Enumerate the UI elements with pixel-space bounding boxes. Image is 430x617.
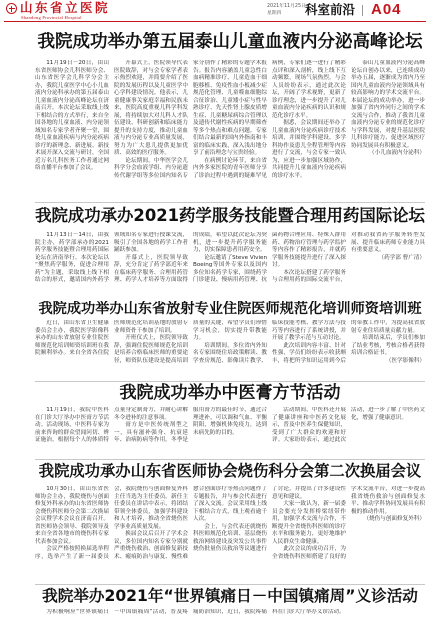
article-headline: 我院成功承办2021药学服务技能暨合理用药国际论坛 — [35, 206, 425, 225]
article-paragraph: 10月30日，由山东省医师协会主办，我院烧伤与创面修复外科承办的山东省医师协会烧伤科医师分会第二次换届会议暨学术会议在济南召开。省医师协会领导、我院领导及来自全省各地市的烧伤科专家代表参加会议。 — [35, 486, 109, 545]
article-byline: （药学部 曹广清） — [378, 254, 425, 261]
article-body — [35, 60, 425, 196]
article-body — [35, 232, 425, 298]
article-paragraph: 换届会议后召开了学术会议，多位国内知名专家分别就严重烧伤救治、创面修复新技术、瘢痕防治与康复、慢性难愈合创面诊疗等热点问题作了专题报告，并与参会代表进行了深入交流。会议采用线上线下相结合方式，线上观看逾千人次。 — [114, 486, 267, 560]
article-headline: 我院成功举办中医膏方节活动 — [119, 383, 341, 403]
hospital-logo-text: 山东省立医院 — [20, 0, 111, 15]
article-paragraph: 11月19日－20日，由山东省医师协会儿科医师分会、山东省医学会儿科学分会主办，我院儿童医学中心小儿血液内分泌科承办的第五届泰山儿童血液内分泌高峰论坛在济南召开。本次论坛采取线上线下相结合的方式举行，来自全国各地的儿童血液、内分泌领域知名专家学者齐聚一堂，围绕儿童血液疾病与内分泌疾病诊疗的新理念、新进展、新技术展开深入交流与研讨，全国近万名儿科医务工作者通过网络直播平台参加了会议。 — [35, 60, 109, 171]
article-paragraph: 此次培训内容丰富、针对性强，学员们纷纷表示收获颇丰，将把所学知识运用到今后的带教工作中，为提高我省放射专业住培质量贡献力量。 — [272, 320, 425, 364]
article-paragraph: 开幕式上，医院领导致辞，充分肯定了药学部近年来在临床药学服务、合理用药管理、药学人才培养等方面取得的成绩，希望以此次论坛为契机，进一步提升药学服务能力，切实保障患者用药安全。 — [114, 232, 267, 283]
header-separator — [362, 5, 363, 16]
article-byline: （烧伤与创面修复外科） — [363, 516, 425, 522]
article-paragraph: 近日，由山东省卫生健康委员会主办，我院医学影像科承办的山东省放射专业住院医师规范化培训师资培训班在我院顺利举办。来自全省各住院医师规范化培训基地的放射专业师资骨干参加了培训。 — [35, 320, 188, 356]
article-divider — [35, 459, 425, 460]
hospital-emblem-icon — [6, 3, 17, 14]
article-headline: 我院成功承办山东省医师协会烧伤科分会第二次换届会议 — [38, 462, 422, 480]
article-headline: 我院成功举办第五届泰山儿童血液内分泌高峰论坛 — [37, 32, 423, 52]
article-4 — [35, 383, 425, 456]
page-number: A04 — [371, 1, 402, 18]
article-paragraph: 在病例讨论环节，来自省内外多家医院的青年医师分享了诊治过程中遇到的疑难罕见病例，专家们逐一进行了精彩点评和深入剖析，线上线下互动频繁，现场气氛热烈。与会人员纷纷表示，通过此次论坛，开阔了学术视野，更新了诊疗理念，进一步提升了对儿童血液内分泌疾病的认识和规范化诊疗水平。 — [193, 60, 346, 179]
article-paragraph: 为积极响应“世界镇痛日－中国镇痛周”活动，普及疼痛防治知识，近日，我院疼痛科在门诊大厅举办义诊活动。 — [46, 609, 345, 615]
article-5 — [35, 462, 425, 579]
article-body — [35, 407, 425, 455]
masthead — [0, 0, 430, 24]
article-paragraph: 膏方是中医传统剂型之一，具有滋补强身、抗衰延年、治病防病等作用。冬季是服用膏方的最佳时节，通过合理进补，可以调和气血、平衡阴阳，增强机体免疫力，达到未病先防的目的。 — [114, 407, 267, 443]
issue-date: 2021年11月25日 — [267, 4, 306, 9]
article-1 — [35, 32, 425, 200]
article-paragraph: 11月19日，我院中医科在门诊大厅举办中医膏方节活动。活动现场，中医科专家为前来咨询的群众望闻问切、辨证施治，根据每个人的体质特点量身定制膏方，并耐心讲解冬令进补的注意事项。 — [35, 407, 188, 443]
article-paragraph: 活动期间，中医科还开展了健康讲座和中医药文化展示，普及中医养生保健知识，受到了广大群众的欢迎和好评。大家纷纷表示，通过此次活动，进一步了解了中医药文化，增强了健康意识。 — [272, 407, 425, 443]
article-divider — [35, 584, 425, 585]
article-paragraph: 11月13日－14日，由我院主办，药学部承办的2021药学服务技能暨合理用药国际论坛在济南举行。本次论坛以“聚焦药学服务，促进合理用药”为主题，采取线上线下相结合的形式，邀请国内外药学领域知名专家进行授课交流，吸引了全国各地的药学工作者踊跃参加。 — [35, 232, 188, 283]
article-paragraph: 会议严格按照换届选举程序，选举产生了新一届委员会，我院烧伤与创面修复外科主任当选为主任委员。新任主任委员在讲话中表示，将团结带领全体委员，加强学科建设和人才培养，推动全省烧伤医学事业高质量发展。 — [35, 486, 188, 560]
article-paragraph: 本次论坛搭建了药学服务与合理用药的国际交流平台，对推动我省药学服务转型发展、提升临床药师专业能力具有重要意义。 — [272, 232, 425, 283]
article-3 — [35, 301, 425, 381]
article-body — [35, 320, 425, 376]
masthead-rule — [4, 21, 426, 22]
article-divider — [35, 202, 425, 203]
article-paragraph: 论坛期间，中华医学会儿科学分会血液学组、内分泌遗传代谢学组等多位国内知名专家分别作了精彩的专题学术报告。报告内容涵盖儿童急性白血病精准诊疗、儿童造血干细胞移植、免疫性血小板减少症规范化管理、儿童噬血细胞综合征诊治、儿童矮小症与性早熟诊疗、先天性肾上腺皮质增生症、儿童糖尿病综合管理以及遗传代谢性疾病的早期筛查等多个热点和难点问题。专家们结合最新的国内外指南和丰富的临床实践，深入浅出地分享了前沿理念与宝贵经验。 — [114, 60, 267, 179]
article-paragraph: 培训结束后，学员们参加了结业考核，考核合格者获得培训合格证书。 — [351, 335, 425, 356]
article-body — [35, 486, 425, 578]
article-paragraph: 大家一致认为，新一届委员会要充分发挥桥梁纽带作用，加强学术交流与合作，不断提升全省烧伤科医师的诊疗水平和服务能力，更好地维护人民群众生命健康。 — [272, 501, 346, 545]
issue-weekday: 星期四 — [267, 11, 282, 16]
hospital-logo-english: Shandong Provincial Hospital — [21, 14, 82, 20]
article-6 — [35, 587, 425, 617]
section-title: 科室前沿 — [305, 2, 356, 17]
article-paragraph: 培训期间，多位省内外知名专家围绕住培政策解读、教学查房规范、影像读片教学、临床技能考核、教学方法与技巧等内容进行了系统讲授，并开展了教学示范与互动讨论。 — [193, 320, 346, 364]
article-byline: （小儿血液内分泌科） — [369, 150, 425, 156]
article-paragraph: 据悉，会议期间还举办了儿童血液内分泌疾病诊疗技术培训，并围绕学科建设、多学科协作及患儿全程管理等内容进行了交流，与会专家一致认为，应进一步加强区域协作，共同提升儿童血液内分泌疾病的诊疗水平。 — [272, 120, 346, 179]
article-paragraph: 论坛邀请了Steve Vivien Boeing等国外专家以及国内多位知名药学专家，围绕药学门诊建设、慢病用药管理、抗菌药物合理应用、特殊人群用药、药物治疗管理与药学监护等内容作了精彩报告，并就药学服务技能提升进行了深入探讨。 — [193, 232, 346, 283]
article-headline: 我院举办2021年“世界镇痛日－中国镇痛周”义诊活动 — [42, 587, 418, 605]
emblem-cross-mark — [11, 6, 13, 12]
article-byline: （医学影像科） — [385, 357, 425, 364]
article-divider — [35, 381, 425, 382]
article-paragraph: 会上，与会代表还就烧伤科医师规范化培训、基层烧伤救治网络建设及突发公共事件烧伤批量伤员救治等议题进行了讨论，并提出了许多建设性意见和建议。 — [193, 486, 346, 552]
article-2 — [35, 206, 425, 300]
article-paragraph: 此次会议的成功召开，为全省烧伤科医师搭建了良好的学术交流平台，对进一步提高我省烧伤救治与创面修复水平、推动学科协同发展具有积极的推动作用。 — [272, 486, 425, 560]
article-body — [35, 609, 425, 617]
article-paragraph: 开班仪式上，医院领导致辞，强调住院医师规范化培训是培养合格临床医师的重要途径，师资队伍建设是提高培训质量的关键，希望学员们珍惜学习机会，切实提升带教能力。 — [114, 320, 267, 364]
article-headline: 我院成功举办山东省放射专业住院医师规范化培训师资培训班 — [38, 301, 422, 317]
article-paragraph: 泰山儿童血液内分泌高峰论坛自创办以来，已连续成功举办五届，逐渐成为省内乃至国内儿童血液内分泌领域具有较高影响力的学术交流平台。本届论坛的成功举办，进一步加强了省内外同行之间的学术交流与合作，推动了我省儿童血液内分泌专业的规范化诊疗与学科发展，对提升基层医院儿科诊疗能力、促进区域医疗协同发展具有积极意义。 — [351, 60, 425, 149]
article-paragraph: 开幕式上，医院领导代表医院致辞，对与会专家学者表示热烈欢迎，并简要介绍了医院的发展历程以及儿童医学中心学科建设情况。他表示，儿童健康事关家庭幸福和民族未来，医院高度重视儿科学科发展，将持续加大对儿科人才队伍建设、科研创新和临床能力提升的支持力度，推动儿童血液与内分泌专业高质量发展，努力为广大患儿提供更加优质、高效的医疗服务。 — [114, 60, 188, 156]
